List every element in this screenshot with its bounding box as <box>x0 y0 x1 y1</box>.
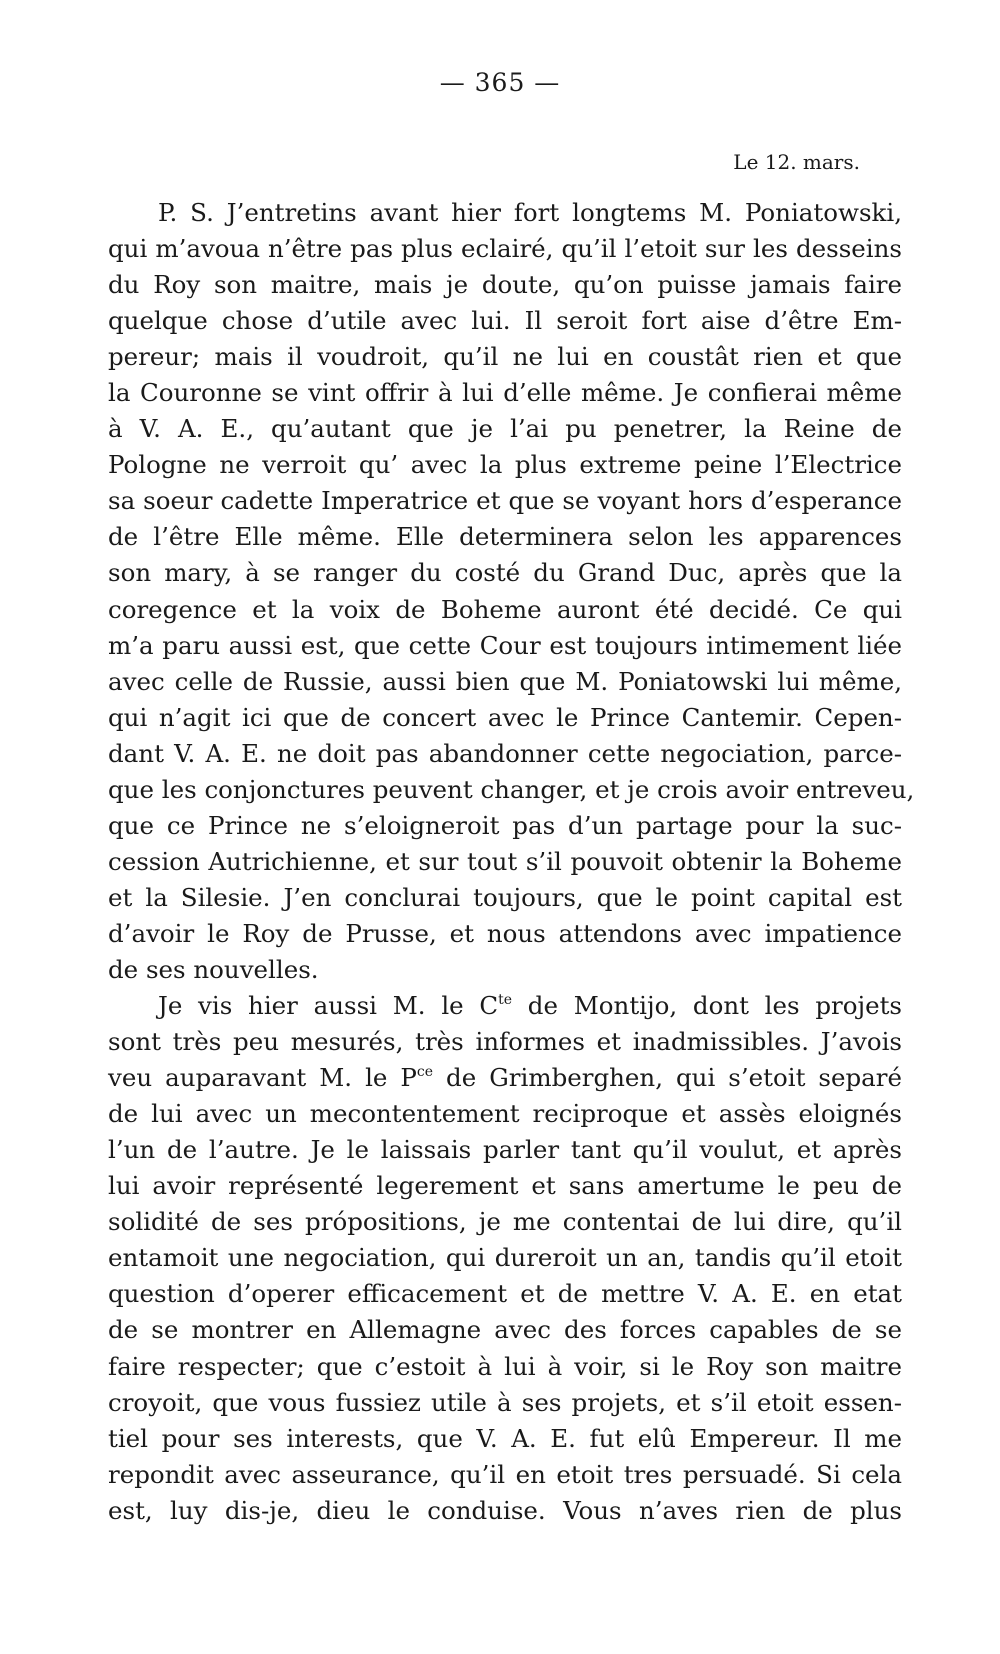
text-line: sa soeur cadette Imperatrice et que se voyant hors d’esperance <box>108 486 902 516</box>
superscript: ce <box>416 1064 434 1081</box>
text-line: quelque chose d’utile avec lui. Il seroit fort aise d’être Em- <box>108 306 902 336</box>
text-line: pereur; mais il voudroit, qu’il ne lui en coustât rien et que <box>108 342 902 372</box>
text-line: de lui avec un mecontentement reciproque et assès eloignés <box>108 1099 902 1129</box>
text-line: de se montrer en Allemagne avec des forces capables de se <box>108 1315 902 1345</box>
text-line: faire respecter; que c’estoit à lui à voir, si le Roy son maitre <box>108 1351 902 1381</box>
text-line: de l’être Elle même. Elle determinera selon les apparences <box>108 522 902 552</box>
text-line: question d’operer efficacement et de mettre V. A. E. en etat <box>108 1279 902 1309</box>
text-line: de ses nouvelles. <box>108 954 319 984</box>
text-line: et la Silesie. J’en conclurai toujours, que le point capital est <box>108 882 902 912</box>
text-line: m’a paru aussi est, que cette Cour est toujours intimement liée <box>108 630 902 660</box>
text-line: repondit avec asseurance, qu’il en etoit tres persuadé. Si cela <box>108 1459 902 1489</box>
text-line: P. S. J’entretins avant hier fort longtems M. Poniatowski, <box>158 198 902 227</box>
text-line: d’avoir le Roy de Prusse, et nous attendons avec impatience <box>108 918 902 948</box>
text-line: la Couronne se vint offrir à lui d’elle même. Je confierai même <box>108 378 902 408</box>
text-line: son mary, à se ranger du costé du Grand Duc, après que la <box>108 558 902 588</box>
text-line: que ce Prince ne s’eloigneroit pas d’un partage pour la suc- <box>108 810 902 840</box>
text-line: dant V. A. E. ne doit pas abandonner cette negociation, parce- <box>108 738 902 768</box>
text-line: qui n’agit ici que de concert avec le Prince Cantemir. Cepen- <box>108 702 902 732</box>
text-line: du Roy son maitre, mais je doute, qu’on puisse jamais faire <box>108 270 902 300</box>
text-line: lui avoir représenté legerement et sans amertume le peu de <box>108 1171 902 1201</box>
text-line: coregence et la voix de Boheme auront été decidé. Ce qui <box>108 594 902 624</box>
text-line: à V. A. E., qu’autant que je l’ai pu penetrer, la Reine de <box>108 414 902 444</box>
text-fragment: veu auparavant M. le P <box>108 1063 417 1093</box>
text-line <box>108 988 902 1024</box>
page-number: — 365 — <box>439 68 561 97</box>
text-fragment: de Grimberghen, qui s’etoit separé <box>433 1063 903 1093</box>
letter-date: Le 12. mars. <box>733 150 860 174</box>
text-line: avec celle de Russie, aussi bien que M. Poniatowski lui même, <box>108 666 902 696</box>
text-line: qui m’avoua n’être pas plus eclairé, qu’il l’etoit sur les desseins <box>108 234 902 264</box>
text-fragment: de Montijo, dont les projets <box>512 991 902 1021</box>
text-line: l’un de l’autre. Je le laissais parler tant qu’il voulut, et après <box>108 1135 902 1165</box>
text-fragment: Je vis hier aussi M. le C <box>158 991 499 1021</box>
text-line: sont très peu mesurés, très informes et inadmissibles. J’avois <box>108 1027 902 1057</box>
body-text <box>108 195 915 1529</box>
text-line: est, luy dis-je, dieu le conduise. Vous n’aves rien de plus <box>108 1495 902 1525</box>
text-line: solidité de ses própositions, je me contentai de lui dire, qu’il <box>108 1207 902 1237</box>
text-line: tiel pour ses interests, que V. A. E. fut elû Empereur. Il me <box>108 1423 902 1453</box>
text-line: que les conjonctures peuvent changer, et je crois avoir entreveu, <box>108 774 915 804</box>
text-line: cession Autrichienne, et sur tout s’il pouvoit obtenir la Boheme <box>108 846 902 876</box>
text-line: Pologne ne verroit qu’ avec la plus extreme peine l’Electrice <box>108 450 902 480</box>
text-line <box>108 1060 902 1096</box>
text-line: croyoit, que vous fussiez utile à ses projets, et s’il etoit essen- <box>108 1387 902 1417</box>
superscript: te <box>498 992 513 1009</box>
text-line: entamoit une negociation, qui dureroit un an, tandis qu’il etoit <box>108 1243 902 1273</box>
